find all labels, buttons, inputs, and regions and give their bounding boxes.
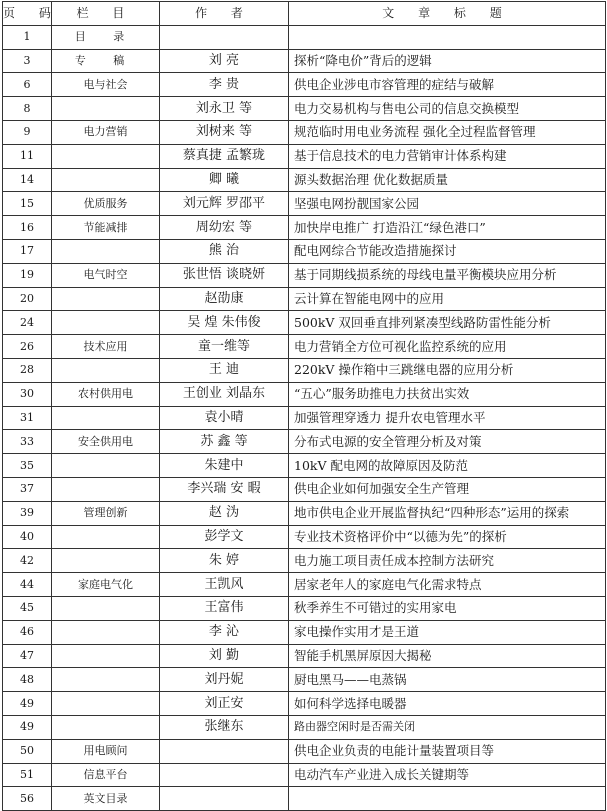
row-column bbox=[52, 692, 160, 716]
row-column bbox=[52, 144, 160, 168]
row-column: 节能减排 bbox=[52, 216, 160, 240]
row-author: 蔡真捷 孟繁珑 bbox=[160, 144, 289, 168]
row-page: 37 bbox=[3, 477, 52, 501]
row-page: 26 bbox=[3, 335, 52, 359]
row-title: 智能手机黑屏原因大揭秘 bbox=[289, 644, 606, 668]
table-row bbox=[3, 620, 606, 644]
table-row bbox=[3, 644, 606, 668]
row-title: 路由器空闲时是否需关闭 bbox=[289, 715, 606, 739]
table-row bbox=[3, 97, 606, 121]
row-page: 47 bbox=[3, 644, 52, 668]
table-row bbox=[3, 263, 606, 287]
row-column bbox=[52, 525, 160, 549]
row-page: 16 bbox=[3, 216, 52, 240]
row-page: 15 bbox=[3, 192, 52, 216]
table-row bbox=[3, 596, 606, 620]
row-author: 赵劭康 bbox=[160, 287, 289, 311]
row-column bbox=[52, 239, 160, 263]
row-column: 电与社会 bbox=[52, 73, 160, 97]
row-title: 加快岸电推广 打造沿江“绿色港口” bbox=[289, 216, 606, 240]
row-author bbox=[160, 787, 289, 811]
row-column bbox=[52, 477, 160, 501]
table-row bbox=[3, 739, 606, 763]
table-row bbox=[3, 430, 606, 454]
row-author: 李 贵 bbox=[160, 73, 289, 97]
table-row bbox=[3, 73, 606, 97]
row-title: 电力营销全方位可视化监控系统的应用 bbox=[289, 335, 606, 359]
row-title: 地市供电企业开展监督执纪“四种形态”运用的探索 bbox=[289, 501, 606, 525]
row-page: 48 bbox=[3, 668, 52, 692]
table-row bbox=[3, 692, 606, 716]
row-author: 吴 煌 朱伟俊 bbox=[160, 311, 289, 335]
row-author: 刘永卫 等 bbox=[160, 97, 289, 121]
row-page: 1 bbox=[3, 25, 52, 49]
row-column: 安全供用电 bbox=[52, 430, 160, 454]
row-page: 19 bbox=[3, 263, 52, 287]
row-title: 如何科学选择电暖器 bbox=[289, 692, 606, 716]
row-page: 49 bbox=[3, 715, 52, 739]
row-column bbox=[52, 168, 160, 192]
row-title: 居家老年人的家庭电气化需求特点 bbox=[289, 573, 606, 597]
row-page: 35 bbox=[3, 454, 52, 478]
table-row bbox=[3, 501, 606, 525]
row-title: 基于信息技术的电力营销审计体系构建 bbox=[289, 144, 606, 168]
row-page: 50 bbox=[3, 739, 52, 763]
table-row bbox=[3, 239, 606, 263]
row-column bbox=[52, 620, 160, 644]
row-page: 6 bbox=[3, 73, 52, 97]
header-page: 页 码 bbox=[3, 2, 52, 26]
row-author: 彭学文 bbox=[160, 525, 289, 549]
row-author: 王富伟 bbox=[160, 596, 289, 620]
row-page: 3 bbox=[3, 49, 52, 73]
header-author: 作 者 bbox=[160, 2, 289, 26]
row-title: 家电操作实用才是王道 bbox=[289, 620, 606, 644]
table-row bbox=[3, 335, 606, 359]
row-column: 家庭电气化 bbox=[52, 573, 160, 597]
table-row bbox=[3, 358, 606, 382]
table-row bbox=[3, 763, 606, 787]
row-title: 秋季养生不可错过的实用家电 bbox=[289, 596, 606, 620]
row-author: 苏 鑫 等 bbox=[160, 430, 289, 454]
row-title: 电动汽车产业进入成长关键期等 bbox=[289, 763, 606, 787]
table-row bbox=[3, 668, 606, 692]
row-column bbox=[52, 644, 160, 668]
table-row bbox=[3, 120, 606, 144]
row-page: 17 bbox=[3, 239, 52, 263]
row-column bbox=[52, 287, 160, 311]
row-page: 40 bbox=[3, 525, 52, 549]
row-author: 刘树来 等 bbox=[160, 120, 289, 144]
row-author: 卿 曦 bbox=[160, 168, 289, 192]
row-author: 王凯风 bbox=[160, 573, 289, 597]
table-row bbox=[3, 573, 606, 597]
row-column bbox=[52, 549, 160, 573]
table-of-contents bbox=[2, 1, 606, 811]
row-title: 坚强电网扮靓国家公园 bbox=[289, 192, 606, 216]
row-column bbox=[52, 358, 160, 382]
row-column bbox=[52, 668, 160, 692]
row-title: 分布式电源的安全管理分析及对策 bbox=[289, 430, 606, 454]
row-title: 500kV 双回垂直排列紧凑型线路防雷性能分析 bbox=[289, 311, 606, 335]
row-page: 56 bbox=[3, 787, 52, 811]
row-title: 基于同期线损系统的母线电量平衡模块应用分析 bbox=[289, 263, 606, 287]
row-author: 童一维等 bbox=[160, 335, 289, 359]
row-column: 管理创新 bbox=[52, 501, 160, 525]
row-column: 电力营销 bbox=[52, 120, 160, 144]
row-author: 张世悟 谈晓妍 bbox=[160, 263, 289, 287]
table-row bbox=[3, 787, 606, 811]
table-row bbox=[3, 216, 606, 240]
row-title: 源头数据治理 优化数据质量 bbox=[289, 168, 606, 192]
row-author bbox=[160, 763, 289, 787]
table-row bbox=[3, 25, 606, 49]
row-page: 11 bbox=[3, 144, 52, 168]
table-row bbox=[3, 168, 606, 192]
row-title: 电力施工项目责任成本控制方法研究 bbox=[289, 549, 606, 573]
row-author: 刘 亮 bbox=[160, 49, 289, 73]
row-column bbox=[52, 454, 160, 478]
row-column: 信息平台 bbox=[52, 763, 160, 787]
row-column: 英文目录 bbox=[52, 787, 160, 811]
row-column bbox=[52, 97, 160, 121]
row-page: 31 bbox=[3, 406, 52, 430]
row-author: 赵 沩 bbox=[160, 501, 289, 525]
row-page: 8 bbox=[3, 97, 52, 121]
table-row bbox=[3, 49, 606, 73]
table-row bbox=[3, 477, 606, 501]
row-author: 刘 勤 bbox=[160, 644, 289, 668]
row-column: 电气时空 bbox=[52, 263, 160, 287]
header-column: 栏 目 bbox=[52, 2, 160, 26]
row-author: 熊 治 bbox=[160, 239, 289, 263]
row-author: 朱 婷 bbox=[160, 549, 289, 573]
header-title: 文 章 标 题 bbox=[289, 2, 606, 26]
row-page: 9 bbox=[3, 120, 52, 144]
row-title: 10kV 配电网的故障原因及防范 bbox=[289, 454, 606, 478]
row-author bbox=[160, 739, 289, 763]
row-page: 39 bbox=[3, 501, 52, 525]
row-title: 供电企业如何加强安全生产管理 bbox=[289, 477, 606, 501]
row-page: 46 bbox=[3, 620, 52, 644]
row-title: 云计算在智能电网中的应用 bbox=[289, 287, 606, 311]
row-page: 14 bbox=[3, 168, 52, 192]
row-page: 42 bbox=[3, 549, 52, 573]
row-title: 厨电黑马——电蒸锅 bbox=[289, 668, 606, 692]
row-column bbox=[52, 406, 160, 430]
row-page: 49 bbox=[3, 692, 52, 716]
row-column: 目 录 bbox=[52, 25, 160, 49]
row-author: 李兴瑞 安 暇 bbox=[160, 477, 289, 501]
row-title: 专业技术资格评价中“以德为先”的探析 bbox=[289, 525, 606, 549]
row-author: 刘正安 bbox=[160, 692, 289, 716]
table-row bbox=[3, 287, 606, 311]
row-author: 王创业 刘晶东 bbox=[160, 382, 289, 406]
table-row bbox=[3, 715, 606, 739]
row-title: 电力交易机构与售电公司的信息交换模型 bbox=[289, 97, 606, 121]
table-row bbox=[3, 192, 606, 216]
row-author: 张继东 bbox=[160, 715, 289, 739]
row-title: 配电网综合节能改造措施探讨 bbox=[289, 239, 606, 263]
row-author: 王 迪 bbox=[160, 358, 289, 382]
row-column bbox=[52, 596, 160, 620]
table-row bbox=[3, 311, 606, 335]
table-row bbox=[3, 525, 606, 549]
row-author: 刘元辉 罗邵平 bbox=[160, 192, 289, 216]
row-author: 袁小晴 bbox=[160, 406, 289, 430]
table-row bbox=[3, 549, 606, 573]
row-author: 李 沁 bbox=[160, 620, 289, 644]
row-title: 供电企业涉电市容管理的症结与破解 bbox=[289, 73, 606, 97]
table-row bbox=[3, 382, 606, 406]
row-column: 专 稿 bbox=[52, 49, 160, 73]
row-column: 用电顾问 bbox=[52, 739, 160, 763]
row-column bbox=[52, 311, 160, 335]
table-row bbox=[3, 454, 606, 478]
row-title: 探析“降电价”背后的逻辑 bbox=[289, 49, 606, 73]
row-title bbox=[289, 25, 606, 49]
row-title: “五心”服务助推电力扶贫出实效 bbox=[289, 382, 606, 406]
row-column: 优质服务 bbox=[52, 192, 160, 216]
row-author: 刘丹妮 bbox=[160, 668, 289, 692]
row-author: 周幼宏 等 bbox=[160, 216, 289, 240]
row-page: 20 bbox=[3, 287, 52, 311]
row-column: 农村供用电 bbox=[52, 382, 160, 406]
row-column: 技术应用 bbox=[52, 335, 160, 359]
row-title: 220kV 操作箱中三跳继电器的应用分析 bbox=[289, 358, 606, 382]
row-title: 加强管理穿透力 提升农电管理水平 bbox=[289, 406, 606, 430]
row-page: 45 bbox=[3, 596, 52, 620]
row-author bbox=[160, 25, 289, 49]
row-title: 供电企业负责的电能计量装置项目等 bbox=[289, 739, 606, 763]
row-author: 朱建中 bbox=[160, 454, 289, 478]
row-page: 28 bbox=[3, 358, 52, 382]
row-page: 24 bbox=[3, 311, 52, 335]
row-page: 51 bbox=[3, 763, 52, 787]
table-row bbox=[3, 406, 606, 430]
row-column bbox=[52, 715, 160, 739]
row-page: 33 bbox=[3, 430, 52, 454]
row-title bbox=[289, 787, 606, 811]
header-row bbox=[3, 2, 606, 26]
table-row bbox=[3, 144, 606, 168]
row-title: 规范临时用电业务流程 强化全过程监督管理 bbox=[289, 120, 606, 144]
row-page: 30 bbox=[3, 382, 52, 406]
row-page: 44 bbox=[3, 573, 52, 597]
